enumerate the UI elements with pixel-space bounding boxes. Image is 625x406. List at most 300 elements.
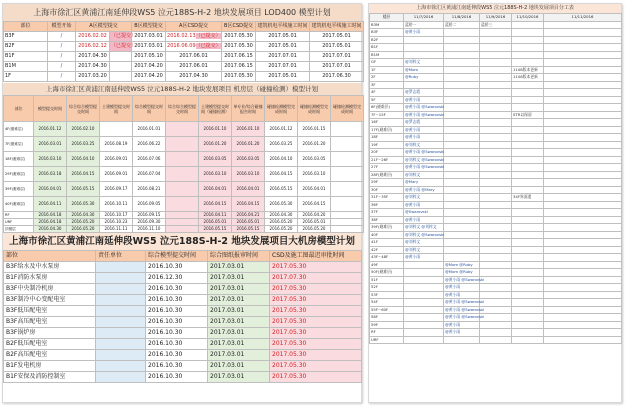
assignment-cell: [544, 329, 622, 337]
table-row: [370, 246, 622, 254]
dept-cell: 4F(避难层): [4, 122, 34, 137]
date-cell: 2016.04.15: [265, 167, 298, 182]
date-cell: 2016.04.11: [34, 197, 67, 212]
floor-cell: 6F(避难层): [370, 104, 404, 112]
assignment-cell: [544, 74, 622, 82]
floor-cell: 55F~60F: [370, 306, 404, 314]
date-cell: 2016.01.10: [232, 122, 265, 137]
assignment-cell: [512, 216, 544, 224]
assignment-cell: [544, 44, 622, 52]
table-row: [370, 96, 622, 104]
assignment-cell: [404, 284, 444, 292]
table-row: [4, 350, 362, 361]
table-row: [4, 52, 364, 62]
assignment-cell: [544, 216, 622, 224]
right-document-panel: [368, 3, 622, 403]
unit-cell: [96, 306, 146, 317]
a-submit-cell: 2016.02.12: [76, 42, 110, 52]
assignment-cell: [444, 66, 480, 74]
assignment-cell: [512, 239, 544, 247]
date-cell: 2016.04.15: [232, 197, 265, 212]
date-cell: [166, 219, 199, 226]
assignment-cell: @黄小雨: [404, 134, 444, 142]
assignment-cell: [480, 179, 512, 187]
date-cell: 2016.05.15: [265, 182, 298, 197]
assignment-cell: [512, 246, 544, 254]
date-cell: 2016.09.01: [100, 167, 133, 182]
assignment-cell: [544, 171, 622, 179]
assignment-cell: [512, 329, 544, 337]
b-submit-cell: 2017.03.01: [132, 32, 166, 42]
assignment-cell: [480, 89, 512, 97]
floor-cell: RF: [370, 329, 404, 337]
assignment-cell: [480, 269, 512, 277]
unit-cell: [96, 284, 146, 295]
assignment-cell: [480, 231, 512, 239]
date-cell: 2016.08.21: [133, 182, 166, 197]
csd-cell: 2017.05.30: [270, 328, 362, 339]
assignment-cell: [480, 149, 512, 157]
date-cell: [166, 212, 199, 219]
floor-cell: B3F: [370, 29, 404, 37]
assignment-cell: [512, 269, 544, 277]
a-csd-date: 2017.06.01: [179, 53, 208, 59]
table-row: [370, 261, 622, 269]
floor-cell: 51F: [370, 276, 404, 284]
start-cell: /: [48, 42, 76, 52]
date-cell: 2016.03.25: [265, 137, 298, 152]
column-header: 11/9/2016: [480, 14, 512, 22]
dept-cell: URF: [4, 219, 34, 226]
assignment-cell: [404, 314, 444, 322]
date-cell: 2016.07.04: [133, 167, 166, 182]
floor-cell: B3M: [370, 21, 404, 29]
assignment-cell: @黄小雨 @Swarovski: [445, 299, 485, 304]
b-csd-cell: 2017.05.30: [222, 42, 256, 52]
floor-cell: 5F: [370, 96, 404, 104]
table-header-row: [4, 22, 364, 32]
date-cell: 2016.01.20: [232, 137, 265, 152]
assignment-cell: [512, 29, 544, 37]
column-header: B区模型提交: [132, 22, 166, 32]
review-cell: 2017.03.01: [208, 284, 270, 295]
assignment-cell: [480, 141, 512, 149]
table-row: [4, 295, 362, 306]
floor-cell: 21F~26F: [370, 156, 404, 164]
floor-cell: 59F: [370, 321, 404, 329]
date-cell: 2016.08.19: [100, 137, 133, 152]
assignment-cell: [444, 186, 480, 194]
date-cell: 2016.05.20: [265, 219, 298, 226]
assignment-cell: [544, 186, 622, 194]
review-cell: 2017.03.01: [208, 350, 270, 361]
floor-cell: 50F(避难层): [370, 269, 404, 277]
date-cell: [166, 152, 199, 167]
dept-cell: B3F高压配电室: [4, 317, 96, 328]
submit-cell: 2016.10.30: [146, 262, 208, 273]
table-row: [4, 212, 364, 219]
assignment-cell: [404, 306, 444, 314]
column-header: 综合模型提交时间: [146, 251, 208, 262]
unit-cell: [96, 295, 146, 306]
submit-cell: 2016.10.30: [146, 306, 208, 317]
dept-cell: RF: [4, 212, 34, 219]
assignment-cell: @刘梓文: [404, 246, 444, 254]
unit-cell: [96, 273, 146, 284]
assignment-cell: [444, 51, 480, 59]
assignment-cell: [544, 224, 622, 232]
assignment-cell: [480, 164, 512, 172]
assignment-cell: [480, 29, 512, 37]
date-cell: 2016.04.15: [298, 197, 331, 212]
assignment-cell: @Mom @Ruby: [444, 261, 480, 269]
date-cell: 2016.04.21: [232, 212, 265, 219]
date-cell: 2016.04.18: [34, 212, 67, 219]
assignment-cell: [512, 261, 544, 269]
unit-cell: [96, 339, 146, 350]
assignment-cell: [544, 276, 622, 284]
lod400-plan-title: 上海市徐汇区黄浦江南延伸段WS5 泣元188S-H-2 地块发展项目 LOD400 模型计划: [3, 4, 361, 21]
assignment-cell: [444, 209, 480, 217]
floor-cell: 1F: [370, 66, 404, 74]
assignment-cell: [544, 291, 622, 299]
assignment-cell: [444, 164, 480, 172]
assignment-cell: [480, 194, 512, 202]
a-submit-note: [110, 52, 132, 62]
assignment-cell: @刘梓文 @Swarovski: [405, 156, 445, 162]
csd-cell: 2017.07.30: [270, 273, 362, 284]
column-header: 模型提交时间: [34, 96, 67, 122]
assignment-cell: [512, 201, 544, 209]
empty-cell: [331, 122, 364, 137]
floor-cell: 29F: [370, 179, 404, 187]
assignment-cell: [544, 209, 622, 217]
construction-cell: 2017.07.01: [256, 52, 310, 62]
date-cell: 2016.04.30: [34, 226, 67, 233]
floor-cell: 20F: [370, 149, 404, 157]
table-row: [370, 164, 622, 172]
table-row: [370, 36, 622, 44]
csd-cell: 2017.05.30: [270, 306, 362, 317]
column-header: 土建模型提交时间: [100, 96, 133, 122]
date-cell: [166, 226, 199, 233]
table-row: [4, 152, 364, 167]
floor-cell: 53F: [370, 291, 404, 299]
date-cell: 2016.03.25: [67, 137, 100, 152]
assignment-cell: [512, 306, 544, 314]
submit-cell: 2016.10.30: [146, 295, 208, 306]
table-row: [370, 299, 622, 307]
submit-cell: 2016.10.30: [146, 339, 208, 350]
review-cell: 2017.03.01: [208, 339, 270, 350]
assignment-cell: [512, 126, 544, 134]
assignment-cell: [404, 36, 444, 44]
assignment-cell: [444, 246, 480, 254]
assignment-cell: [444, 111, 480, 119]
assignment-cell: [480, 201, 512, 209]
b-submit-cell: 2017.05.10: [132, 52, 166, 62]
review-cell: 2017.03.01: [208, 262, 270, 273]
assignment-cell: [512, 59, 544, 67]
assignment-cell: [512, 104, 544, 112]
dept-cell: 7F(避难层): [4, 137, 34, 152]
a-submit-cell: 2017.04.30: [76, 62, 110, 72]
table-row: [370, 284, 622, 292]
assignment-cell: [444, 119, 480, 127]
assignment-cell: [404, 299, 444, 307]
start-cell: /: [48, 72, 76, 82]
empty-cell: [331, 137, 364, 152]
assignment-cell: @黄小雨: [404, 126, 444, 134]
date-cell: 2016.07.06: [133, 152, 166, 167]
assignment-cell: [444, 239, 480, 247]
dept-cell: B2F低压配电室: [4, 339, 96, 350]
floor-cell: 39F(避难层): [370, 224, 404, 232]
assignment-cell: [544, 21, 622, 29]
assignment-cell: [544, 51, 622, 59]
column-header: B区CSD提交: [222, 22, 256, 32]
assignment-cell: [512, 321, 544, 329]
assignment-cell: [544, 119, 622, 127]
assignment-cell: [512, 254, 544, 262]
start-cell: /: [48, 52, 76, 62]
assignment-cell: [480, 59, 512, 67]
a-submit-cell: 2016.02.02: [76, 32, 110, 42]
assignment-cell: [480, 291, 512, 299]
assignment-cell: [544, 134, 622, 142]
table-row: [4, 226, 364, 233]
review-cell: 2017.03.01: [208, 295, 270, 306]
assignment-cell: [544, 336, 622, 344]
assignment-cell: @黄小雨: [404, 254, 444, 262]
assignment-cell: [480, 216, 512, 224]
assignment-cell: [480, 51, 512, 59]
date-cell: 2016.04.30: [265, 212, 298, 219]
unit-cell: [96, 262, 146, 273]
review-cell: 2017.03.01: [208, 328, 270, 339]
assignment-cell: [480, 336, 512, 344]
assignment-cell: [512, 209, 544, 217]
date-cell: 2016.04.01: [199, 182, 232, 197]
table-row: [4, 339, 362, 350]
assignment-cell: @黄小雨 @Swarovski: [405, 111, 445, 117]
column-header: 11/11/2016: [544, 14, 622, 22]
csd-cell: 2017.05.30: [270, 372, 362, 383]
date-cell: 2016.09.15: [133, 212, 166, 219]
floor-cell: 38F: [370, 216, 404, 224]
construction-cell: 2017.05.01: [256, 32, 310, 42]
date-cell: [166, 182, 199, 197]
assignment-cell: @黄小雨 @Mary: [404, 186, 444, 194]
submit-cell: 2016.10.30: [146, 328, 208, 339]
assignment-cell: [480, 276, 512, 284]
table-row: [370, 119, 622, 127]
assignment-cell: [544, 141, 622, 149]
assignment-cell: [512, 299, 544, 307]
assignment-cell: [480, 111, 512, 119]
dept-cell: B3F中央制冷机房: [4, 284, 96, 295]
dept-cell: 40F(避难层): [4, 197, 34, 212]
assignment-cell: [544, 306, 622, 314]
assignment-cell: @黄小雨: [444, 321, 480, 329]
a-submit-note: （已提交）: [110, 32, 132, 42]
table-row: [4, 317, 362, 328]
table-row: [370, 231, 622, 239]
assignment-cell: 蓝桥二: [444, 21, 480, 29]
date-cell: 2016.10.17: [100, 212, 133, 219]
csd-cell: 2017.05.30: [270, 339, 362, 350]
assignment-cell: [404, 276, 444, 284]
csd-cell: 2017.05.30: [270, 295, 362, 306]
column-header: 模型开始: [48, 22, 76, 32]
floor-cell: 19F: [370, 141, 404, 149]
column-header: 土建模型提交时间（碰撞检测）: [199, 96, 232, 122]
date-cell: 2016.05.15: [67, 182, 100, 197]
date-cell: 2016.01.20: [298, 137, 331, 152]
unit-cell: [96, 328, 146, 339]
table-row: [4, 72, 364, 82]
column-header: 综合综合模型提交时间: [67, 96, 100, 122]
assignment-cell: 1108版本更新: [512, 74, 544, 82]
assignment-cell: [480, 254, 512, 262]
assignment-cell: [444, 194, 480, 202]
date-cell: 2016.01.20: [199, 137, 232, 152]
floor-cell: 17F(避难层): [370, 126, 404, 134]
a-submit-cell: 2017.03.20: [76, 72, 110, 82]
a-csd-date: 2017.06.01: [179, 63, 208, 69]
assignment-cell: [544, 254, 622, 262]
dept-cell: B3F制冷中心变配电室: [4, 295, 96, 306]
table-row: [370, 74, 622, 82]
dept-cell: B1F: [4, 52, 48, 62]
column-header: 部位: [4, 251, 96, 262]
table-row: [4, 182, 364, 197]
date-cell: 2016.05.15: [199, 226, 232, 233]
b-csd-cell: 2017.06.15: [222, 52, 256, 62]
date-cell: 2016.03.01: [34, 137, 67, 152]
assignment-cell: [512, 81, 544, 89]
floor-cell: GF: [370, 59, 404, 67]
assignment-cell: [480, 284, 512, 292]
date-cell: 2016.03.05: [298, 152, 331, 167]
csd-cell: 2017.05.30: [270, 262, 362, 273]
assignment-cell: [512, 284, 544, 292]
assignment-cell: [512, 224, 544, 232]
b-submit-cell: 2017.04.20: [132, 62, 166, 72]
assignment-cell: [480, 186, 512, 194]
assignment-cell: [444, 231, 480, 239]
assignment-cell: [480, 314, 512, 322]
assignment-cell: [444, 179, 480, 187]
date-cell: 2016.03.05: [199, 152, 232, 167]
assignment-cell: @黄小雨 @Swarovski: [445, 306, 485, 312]
assignment-cell: @刘梓文 @刘梓文: [404, 224, 444, 232]
assignment-cell: STR以保留: [512, 111, 544, 119]
floor-cell: 54F: [370, 299, 404, 307]
b-submit-cell: 2017.04.20: [132, 72, 166, 82]
assignment-cell: @罗志霞: [404, 89, 444, 97]
submit-cell: 2016.10.30: [146, 350, 208, 361]
review-cell: 2017.03.01: [208, 372, 270, 383]
date-cell: 2016.04.20: [298, 212, 331, 219]
date-cell: 2016.05.01: [199, 219, 232, 226]
table-row: [370, 239, 622, 247]
assignment-cell: [544, 59, 622, 67]
dept-cell: B2F高压配电室: [4, 350, 96, 361]
assignment-cell: [544, 239, 622, 247]
column-header: 建筑机电平线施工时间: [256, 22, 310, 32]
assignment-cell: [480, 321, 512, 329]
table-row: [370, 194, 622, 202]
floor-cell: 18F: [370, 134, 404, 142]
assignment-cell: [444, 89, 480, 97]
floor-cell: 58F: [370, 314, 404, 322]
assignment-cell: [444, 29, 480, 37]
assignment-cell: @刘梓文 @Swarovski: [405, 231, 445, 237]
clash-plan-table: [3, 95, 364, 233]
csd-cell: 2017.05.30: [270, 361, 362, 372]
column-header: 单专业/综合碰撞报告时间: [232, 96, 265, 122]
construction-cell: 2017.05.01: [310, 32, 364, 42]
table-row: [4, 361, 362, 372]
review-cell: 2017.03.01: [208, 306, 270, 317]
table-row: [4, 262, 362, 273]
assignment-cell: @黄小雨: [404, 201, 444, 209]
b-csd-cell: 2017.05.30: [222, 72, 256, 82]
table-row: [370, 269, 622, 277]
assignment-cell: [480, 261, 512, 269]
table-row: [4, 306, 362, 317]
table-row: [370, 171, 622, 179]
floor-cell: B1M: [370, 51, 404, 59]
dept-cell: B3F低压配电室: [4, 306, 96, 317]
table-row: [4, 32, 364, 42]
assignment-cell: [480, 224, 512, 232]
submit-cell: 2016.10.30: [146, 284, 208, 295]
column-header: 11/8/2016: [444, 14, 480, 22]
a-submit-note: [110, 72, 132, 82]
assignment-cell: [512, 149, 544, 157]
unit-cell: [96, 372, 146, 383]
column-header: 11/7/2016: [404, 14, 444, 22]
unit-cell: [96, 350, 146, 361]
assignment-cell: @刘梓文: [404, 194, 444, 202]
table-row: [370, 224, 622, 232]
floor-cell: URF: [370, 336, 404, 344]
a-csd-date: 2016.06.09: [167, 43, 196, 49]
table-row: [370, 134, 622, 142]
assignment-cell: [512, 179, 544, 187]
dept-cell: B1M: [4, 62, 48, 72]
review-cell: 2017.03.01: [208, 317, 270, 328]
assignment-cell: @黄小雨 @Swarovski: [445, 314, 485, 319]
assignment-cell: [480, 96, 512, 104]
assignment-cell: [480, 134, 512, 142]
date-cell: 2016.04.01: [298, 182, 331, 197]
assignment-cell: [444, 156, 480, 164]
date-cell: 2016.05.20: [298, 226, 331, 233]
date-cell: 2016.10.23: [100, 219, 133, 226]
assignment-cell: @Ruby: [404, 74, 444, 82]
column-header: 综合模型提交时间: [133, 96, 166, 122]
assignment-cell: [544, 321, 622, 329]
unit-cell: [96, 361, 146, 372]
table-row: [370, 209, 622, 217]
table-row: [370, 104, 622, 112]
assignment-cell: @刘梓文: [404, 59, 444, 67]
date-cell: [100, 122, 133, 137]
csd-cell: 2017.05.30: [270, 350, 362, 361]
